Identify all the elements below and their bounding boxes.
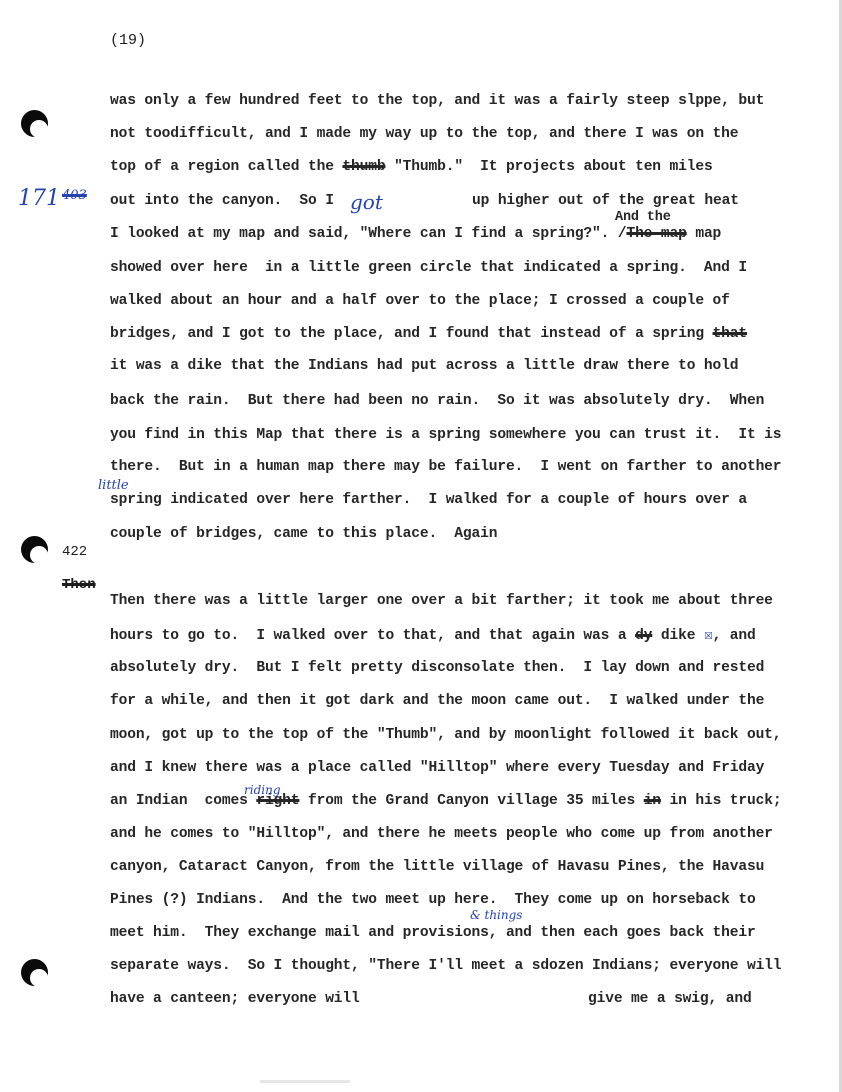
- text-line-16: [110, 626, 756, 644]
- text-line-3: [110, 159, 713, 175]
- struck-that: that: [712, 326, 747, 342]
- text-line-18: for a while, and then it got dark and the moon came out. I walked under the: [110, 693, 765, 709]
- punch-hole-bottom: [21, 959, 48, 986]
- text-line-22: and he comes to "Hilltop", and there he meets people who come up from another: [110, 826, 773, 842]
- text-line-24: Pines (?) Indians. And the two meet up here. They come up on horseback to: [110, 892, 756, 908]
- text-line-20: and I knew there was a place called "Hilltop" where every Tuesday and Friday: [110, 760, 765, 776]
- text-line-6: showed over here in a little green circle that indicated a spring. And I: [110, 260, 747, 276]
- text-line-8: [110, 326, 747, 342]
- text-line-15: Then there was a little larger one over a bit farther; it took me about three: [110, 593, 773, 609]
- text-line-7: walked about an hour and a half over to the place; I crossed a couple of: [110, 293, 730, 309]
- faint-mark: [260, 1080, 350, 1083]
- text-line-16a: hours to go to. I walked over to that, and that again was a: [110, 628, 636, 644]
- struck-dy: dy: [635, 628, 653, 644]
- struck-in: in: [643, 793, 661, 809]
- text-line-3b: "Thumb." It projects about ten miles: [394, 159, 713, 175]
- text-line-21: [110, 793, 781, 809]
- text-line-4a: out into the canyon. So I: [110, 193, 334, 209]
- text-line-21a: an Indian comes: [110, 793, 257, 809]
- text-line-1: was only a few hundred feet to the top, and it was a fairly steep slppe, but: [110, 93, 765, 109]
- text-line-5: [110, 226, 721, 242]
- text-line-5b: map: [686, 226, 722, 242]
- punch-hole-top: [21, 110, 48, 137]
- margin-note-171: 171: [18, 186, 60, 211]
- text-line-10: back the rain. But there had been no rain. So it was absolutely dry. When: [110, 393, 765, 409]
- text-line-13: spring indicated over here farther. I walked for a couple of hours over a: [110, 492, 747, 508]
- text-line-11: you find in this Map that there is a spring somewhere you can trust it. It is: [110, 427, 782, 443]
- margin-note-422: 422: [62, 544, 88, 560]
- handwritten-got: got: [350, 190, 383, 214]
- struck-right: right: [256, 793, 300, 809]
- handwritten-riding: riding: [244, 783, 281, 797]
- interlinear-and-the: And the: [615, 210, 671, 225]
- text-line-23: canyon, Cataract Canyon, from the little village of Havasu Pines, the Havasu: [110, 859, 765, 875]
- text-line-16b: dike: [652, 628, 704, 644]
- text-line-25: meet him. They exchange mail and provisions, and then each goes back their: [110, 925, 756, 941]
- text-line-26: separate ways. So I thought, "There I'll meet a sdozen Indians; everyone will: [110, 958, 782, 974]
- struck-the-map: The map: [626, 226, 687, 242]
- margin-note-403-struck: 403: [62, 188, 87, 203]
- punch-hole-middle: [21, 536, 48, 563]
- text-line-27a: have a canteen; everyone will: [110, 991, 360, 1007]
- text-line-21c: in his truck;: [660, 793, 782, 809]
- text-line-9: it was a dike that the Indians had put across a little draw there to hold: [110, 358, 739, 374]
- text-line-19: moon, got up to the top of the "Thumb", and by moonlight followed it back out,: [110, 727, 782, 743]
- handwritten-little: little: [98, 478, 129, 493]
- text-line-17: absolutely dry. But I felt pretty disconsolate then. I lay down and rested: [110, 660, 765, 676]
- text-line-27b: give me a swig, and: [588, 991, 752, 1007]
- text-line-8a: bridges, and I got to the place, and I found that instead of a spring: [110, 326, 713, 342]
- text-line-16c: , and: [712, 628, 756, 644]
- text-line-3a: top of a region called the: [110, 159, 343, 175]
- struck-word-then: Then: [62, 577, 96, 593]
- page-number: (19): [110, 32, 147, 49]
- text-line-2: not toodifficult, and I made my way up to the top, and there I was on the: [110, 126, 739, 142]
- text-line-14: couple of bridges, came to this place. Again: [110, 526, 498, 542]
- text-line-4b: up higher out of the great heat: [472, 193, 739, 209]
- handwritten-things: & things: [470, 908, 523, 922]
- text-line-21b: from the Grand Canyon village 35 miles: [299, 793, 644, 809]
- struck-thumb: thumb: [342, 159, 386, 175]
- struck-dike-mark: ☒: [703, 628, 713, 644]
- text-line-5a: I looked at my map and said, "Where can I find a spring?". /: [110, 226, 627, 242]
- text-line-12: there. But in a human map there may be failure. I went on farther to another: [110, 459, 782, 475]
